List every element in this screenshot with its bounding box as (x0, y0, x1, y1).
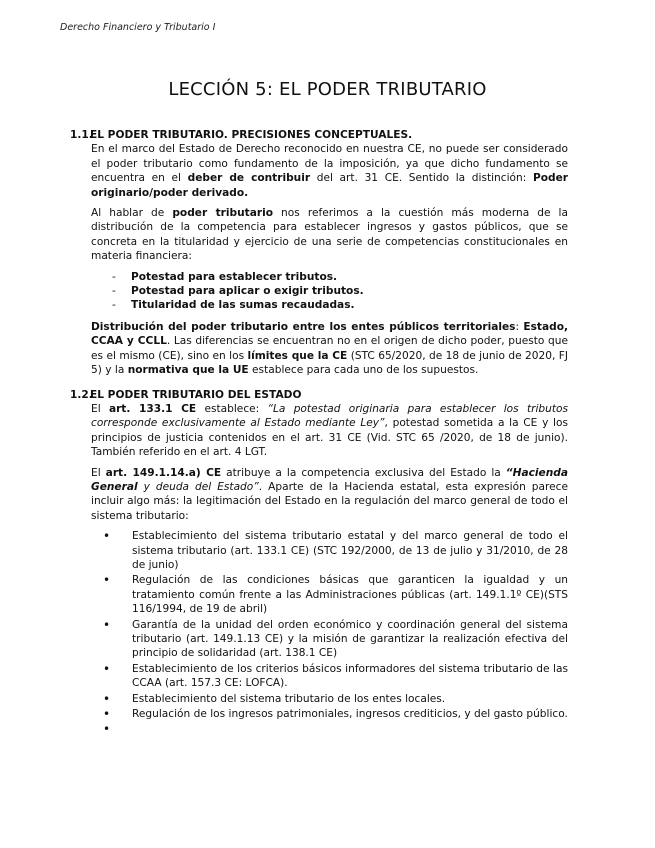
section-number: 1.1. (70, 129, 93, 141)
list-item: - Potestad para aplicar o exigir tributos. (112, 285, 364, 298)
list-item: - Titularidad de las sumas recaudadas. (112, 299, 355, 312)
section-number: 1.2. (70, 388, 93, 401)
section-body-1-2 (91, 402, 568, 737)
paragraph: El art. 133.1 CE establece: “La potestad originaria para establecer los tributos corresponde exclusivamente al Estado mediante Ley”, potestad sometida a la CE y los principios de justicia contenidos en el art. 31 CE (Vid. STC 65 /2020, de 18 de junio). También referido en el art. 4 LGT. (91, 402, 569, 459)
list-item: - Potestad para establecer tributos. (112, 270, 338, 283)
list-item: • Regulación de los ingresos patrimoniales, ingresos crediticios, y del gasto público. (103, 707, 568, 722)
section-heading-1-1 (70, 128, 568, 142)
list-item: • Establecimiento de los criterios básicos informadores del sistema tributario de las CCAA (art. 157.3 CE: LOFCA). (103, 661, 568, 690)
list-item: • Establecimiento del sistema tributario estatal y del marco general de todo el sistema tributario (art. 133.1 CE) (STC 192/2000, de 13 de julio y 31/2010, de 28 de junio) (103, 529, 568, 571)
section-heading-1-2 (70, 388, 568, 402)
paragraph: Al hablar de poder tributario nos referimos a la cuestión más moderna de la distribución de la competencia para establecer ingresos y gastos públicos, que se concreta en la titularidad y ejercicio de una serie de competencias constitucionales en materia financiera: (91, 207, 568, 263)
list-item: • Establecimiento del sistema tributario de los entes locales. (103, 691, 446, 706)
paragraph: Distribución del poder tributario entre los entes públicos territoriales: Estado, CCAA y CCLL. Las diferencias se encuentran no en el origen de dicho poder, puesto que es el mismo (CE), sino en los límites que la CE (STC 65/2020, de 18 de junio de 2020, FJ 5) y la normativa que la UE establece para cada uno de los supuestos. (91, 320, 569, 377)
list-item: • (103, 722, 111, 737)
section-body-1-1 (91, 142, 568, 377)
running-header: Derecho Financiero y Tributario I (60, 22, 216, 33)
list-item: • Regulación de las condiciones básicas que garanticen la igualdad y un tratamiento común frente a las Administraciones públicas (art. 149.1.1º CE)(STS 116/1994, de 19 de abril) (103, 573, 568, 616)
document-body (70, 128, 568, 738)
paragraph: El art. 149.1.14.a) CE atribuye a la competencia exclusiva del Estado la “Hacienda General y deuda del Estado”. Aparte de la Hacienda estatal, esta expresión parece incluir algo más: la legitimación del Estado en la regulación del marco general de todo el sistema tributario: (91, 466, 568, 522)
powers-list (91, 270, 568, 313)
section-title: EL PODER TRIBUTARIO DEL ESTADO (90, 388, 302, 401)
section-title: EL PODER TRIBUTARIO. PRECISIONES CONCEPTUALES. (90, 129, 413, 141)
paragraph: En el marco del Estado de Derecho reconocido en nuestra CE, no puede ser considerado el poder tributario como fundamento de la imposición, ya que dicho fundamento se encuentra en el deber de contribuir del art. 31 CE. Sentido la distinción: Poder originario/poder derivado. (91, 143, 568, 199)
lesson-title: LECCIÓN 5: EL PODER TRIBUTARIO (168, 79, 487, 100)
competences-list (91, 529, 568, 737)
list-item: • Garantía de la unidad del orden económico y coordinación general del sistema tributario (art. 149.1.13 CE) y la misión de garantizar la realización efectiva del principio de solidaridad (art. 138.1 CE) (103, 617, 568, 660)
